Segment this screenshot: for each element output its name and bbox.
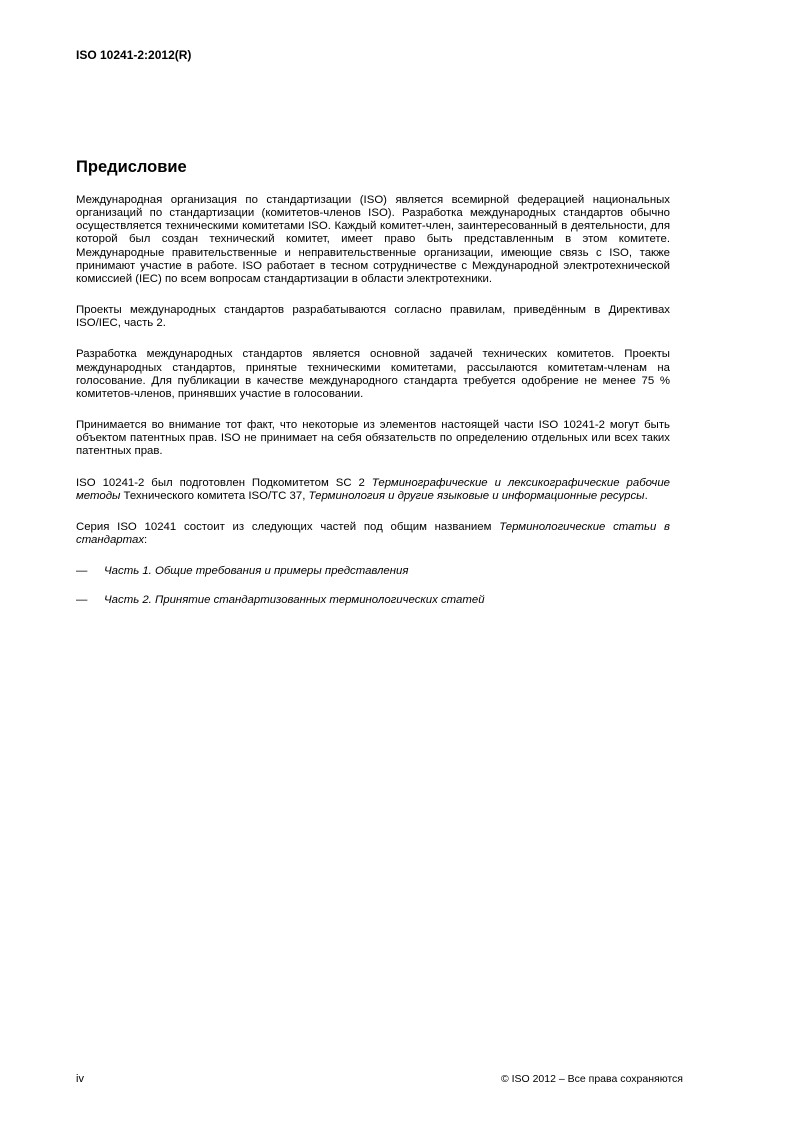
prepared-by-text-2: Технического комитета ISO/TC 37, [120, 489, 309, 502]
paragraph-directives: Проекты международных стандартов разрабатываются согласно правилам, приведённым в Директивах ISO/IEC, часть 2. [76, 304, 670, 330]
list-item-part-1 [76, 565, 670, 578]
paragraph-prepared-by [76, 477, 670, 503]
list-item-part-2 [76, 594, 670, 607]
subcommittee-title: Терминографические и лексикографические рабочие методы [76, 476, 670, 502]
paragraph-patent-rights: Принимается во внимание тот факт, что некоторые из элементов настоящей части ISO 10241-2 могут быть объектом патентных прав. ISO не принимает на себя обязательств по определению отдельных или всех таких патентных прав. [76, 419, 670, 458]
paragraph-series [76, 521, 670, 547]
series-text-2: : [144, 533, 148, 546]
series-general-title: Терминологические статьи в стандартах [76, 520, 670, 546]
em-dash-marker: — [76, 594, 88, 607]
technical-committee-title: Терминология и другие языковые и информационные ресурсы [308, 489, 645, 502]
foreword-heading: Предисловие [76, 158, 187, 176]
paragraph-voting: Разработка международных стандартов является основной задачей технических комитетов. Проекты международных стандартов, принятые техническими комитетами, рассылаются комитетам-членам на голосование. Для публикации в качестве международного стандарта требуется одобрение не менее 75 % комитетов-членов, принявших участие в голосовании. [76, 348, 670, 400]
foreword-body [76, 194, 670, 623]
part-1-title: Часть 1. Общие требования и примеры представления [104, 565, 409, 578]
paragraph-iso-intro: Международная организация по стандартизации (ISO) является всемирной федерацией национальных организаций по стандартизации (комитетов-членов ISO). Разработка международных стандартов обычно осуществляется техническими комитетами ISO. Каждый комитет-член, заинтересованный в деятельности, для которой был создан технический комитет, имеет право быть представленным в этом комитете. Международные правительственные и неправительственные организации, имеющие связь с ISO, также принимают участие в работе. ISO работает в тесном сотрудничестве с Международной электротехнической комиссией (IEC) по всем вопросам стандартизации в области электротехники. [76, 194, 670, 285]
document-identifier: ISO 10241-2:2012(R) [76, 48, 192, 62]
series-text-1: Серия ISO 10241 состоит из следующих частей под общим названием [76, 520, 500, 533]
prepared-by-text-1: ISO 10241-2 был подготовлен Подкомитетом SC 2 [76, 476, 372, 489]
copyright-notice: © ISO 2012 – Все права сохраняются [500, 1073, 683, 1085]
part-2-title: Часть 2. Принятие стандартизованных терминологических статей [104, 594, 485, 607]
page-number: iv [76, 1073, 84, 1085]
em-dash-marker: — [76, 565, 88, 578]
prepared-by-text-3: . [644, 489, 648, 502]
